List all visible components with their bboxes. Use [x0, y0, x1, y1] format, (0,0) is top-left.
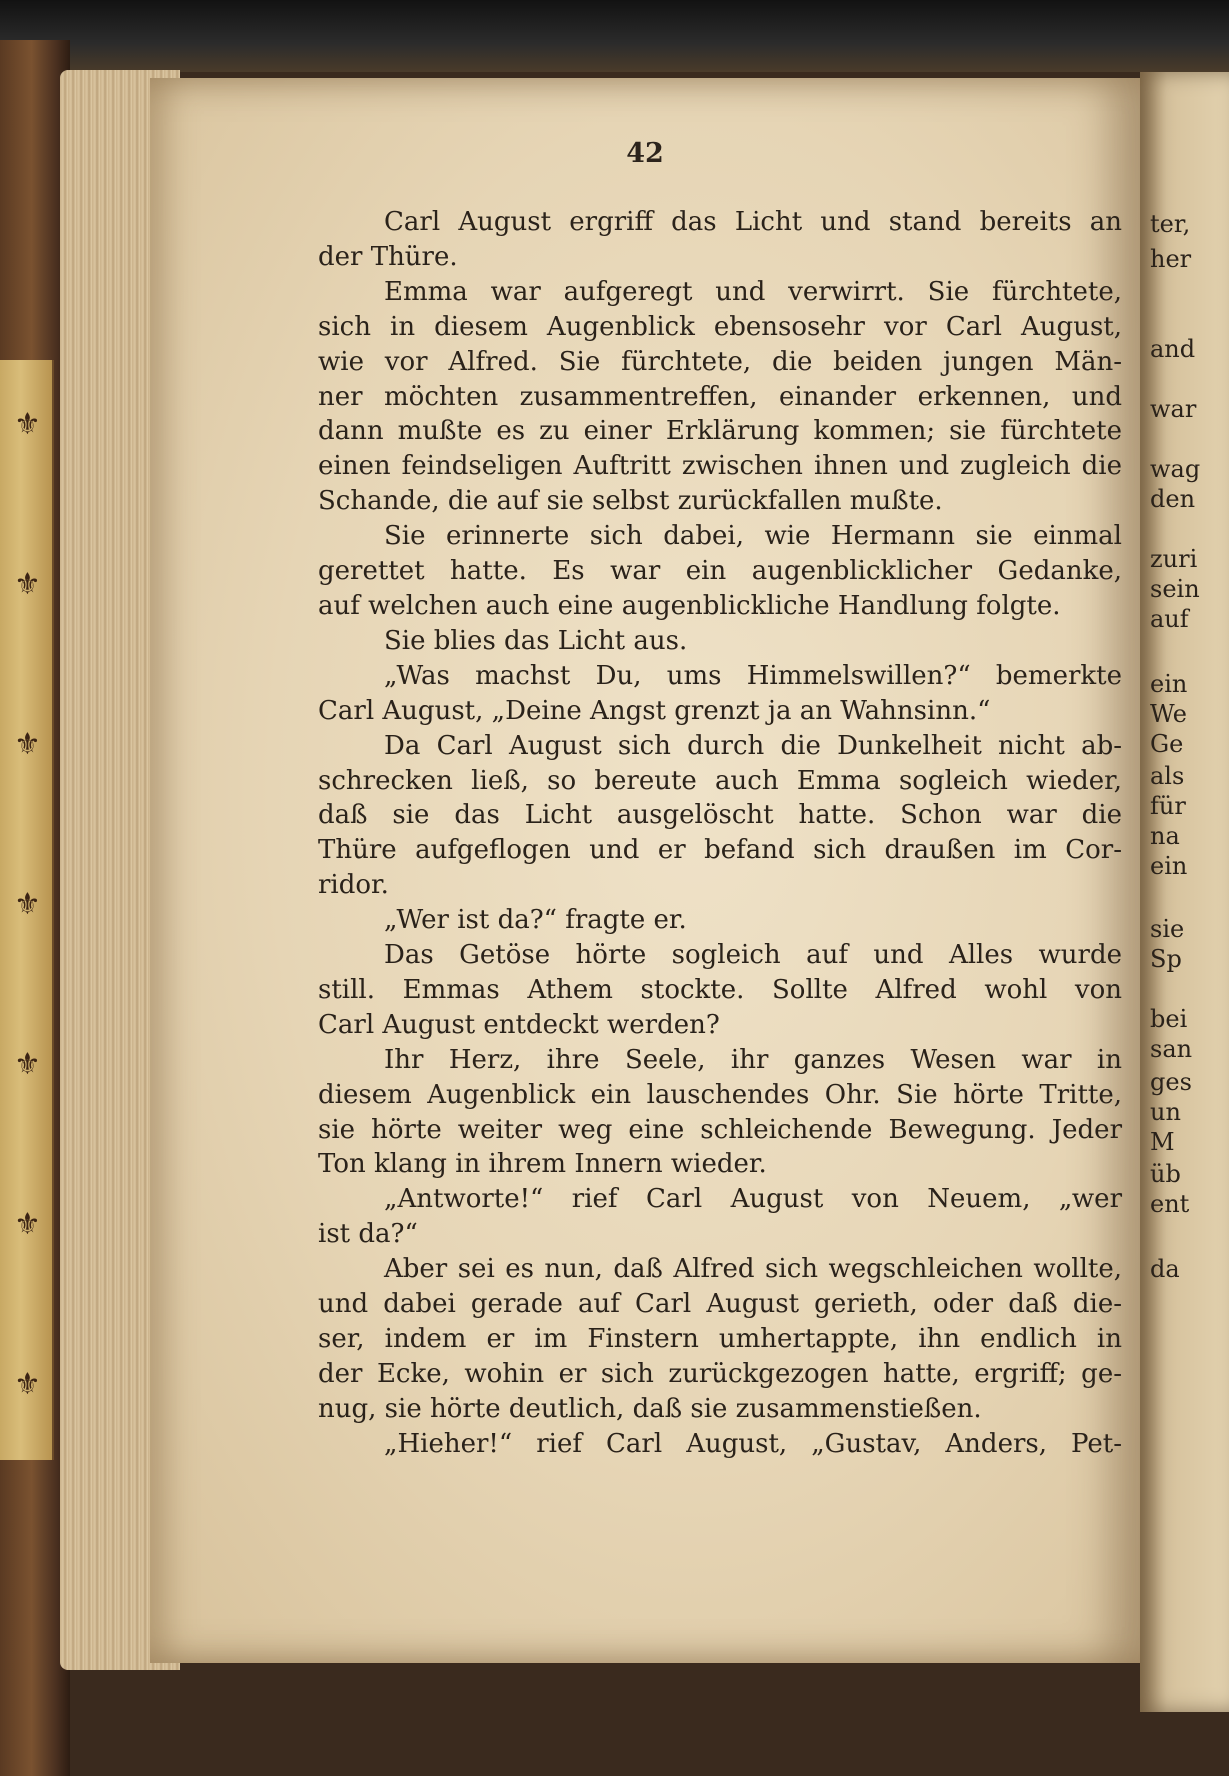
text-line: ner möchten zusammentreffen, einander erkennen, und — [318, 381, 1122, 412]
text-line: daß sie das Licht ausgelöscht hatte. Schon war die — [318, 800, 1122, 831]
text-line: dann mußte es zu einer Erklärung kommen; sie fürchtete — [318, 416, 1122, 447]
facing-page-fragment: sein — [1150, 575, 1200, 603]
text-line: schrecken ließ, so bereute auch Emma sogleich wieder, — [318, 765, 1122, 796]
text-line: nug, sie hörte deutlich, daß sie zusammenstießen. — [318, 1393, 982, 1424]
facing-page-fragment: san — [1150, 1035, 1193, 1063]
spine-decoration — [0, 360, 54, 1460]
text-line: Da Carl August sich durch die Dunkelheit nicht ab- — [384, 730, 1122, 761]
text-line: sich in diesem Augenblick ebensosehr vor Carl August, — [318, 311, 1122, 342]
facing-page-fragment: zuri — [1150, 545, 1198, 573]
text-line: Schande, die auf sie selbst zurückfallen mußte. — [318, 486, 943, 517]
text-line: Ihr Herz, ihre Seele, ihr ganzes Wesen war in — [384, 1044, 1122, 1075]
text-line: Sie blies das Licht aus. — [384, 625, 688, 656]
text-line: Ton klang in ihrem Innern wieder. — [318, 1149, 767, 1180]
facing-page-fragment: Ge — [1150, 730, 1184, 758]
page-number: 42 — [626, 138, 664, 169]
text-line: einen feindseligen Auftritt zwischen ihnen und zugleich die — [318, 451, 1122, 482]
text-line: „Wer ist da?“ fragte er. — [384, 905, 687, 936]
book-cover-top — [0, 0, 1229, 72]
ornament-icon: ⚜ — [14, 1367, 41, 1402]
text-line: „Hieher!“ rief Carl August, „Gustav, Anders, Pet- — [384, 1428, 1122, 1459]
facing-page-fragment: war — [1150, 395, 1197, 423]
text-line: diesem Augenblick ein lauschendes Ohr. Sie hörte Tritte, — [318, 1079, 1122, 1110]
facing-page-fragment: wag — [1150, 455, 1201, 483]
text-line: ser, indem er im Finstern umhertappte, ihn endlich in — [318, 1324, 1122, 1354]
facing-page-fragment: da — [1150, 1255, 1180, 1283]
text-line: und dabei gerade auf Carl August gerieth, oder daß die- — [318, 1289, 1122, 1320]
text-line: still. Emmas Athem stockte. Sollte Alfred wohl von — [318, 974, 1122, 1005]
facing-page-fragment: sie — [1150, 915, 1185, 943]
text-line: „Antworte!“ rief Carl August von Neuem, „wer — [384, 1184, 1122, 1215]
facing-page-fragment: We — [1150, 700, 1187, 728]
ornament-icon: ⚜ — [14, 1207, 41, 1242]
text-line: Das Getöse hörte sogleich auf und Alles wurde — [384, 940, 1122, 971]
facing-page-fragment: den — [1150, 485, 1196, 513]
text-line: auf welchen auch eine augenblickliche Handlung folgte. — [318, 590, 1061, 621]
facing-page-fragment: un — [1150, 1098, 1181, 1126]
text-line: der Thüre. — [318, 241, 458, 272]
facing-page-fragment: für — [1150, 792, 1186, 820]
facing-page-fragment: als — [1150, 762, 1185, 790]
facing-page-fragment: auf — [1150, 605, 1189, 633]
text-line: „Was machst Du, ums Himmelswillen?“ bemerkte — [384, 660, 1122, 691]
text-line: ist da?“ — [318, 1219, 418, 1250]
facing-page-fragment: üb — [1150, 1160, 1181, 1188]
text-line: ridor. — [318, 870, 389, 901]
facing-page-fragment: na — [1150, 822, 1180, 850]
facing-page-fragment: ein — [1150, 670, 1188, 698]
text-line: wie vor Alfred. Sie fürchtete, die beiden jungen Män- — [318, 346, 1122, 377]
facing-page-fragment: bei — [1150, 1005, 1188, 1033]
ornament-icon: ⚜ — [14, 1047, 41, 1082]
facing-page-fragment: and — [1150, 335, 1196, 363]
ornament-icon: ⚜ — [14, 567, 41, 602]
ornament-icon: ⚜ — [14, 727, 41, 762]
text-line: Aber sei es nun, daß Alfred sich wegschleichen wollte, — [384, 1254, 1122, 1285]
text-line: sie hörte weiter weg eine schleichende Bewegung. Jeder — [318, 1114, 1122, 1145]
facing-page-fragment: M — [1150, 1128, 1175, 1156]
text-line: Carl August entdeckt werden? — [318, 1009, 720, 1040]
text-line: Emma war aufgeregt und verwirrt. Sie fürchtete, — [384, 276, 1122, 307]
page-body-text — [318, 205, 1122, 1462]
text-line: Carl August ergriff das Licht und stand bereits an — [384, 207, 1122, 237]
text-line: Carl August, „Deine Angst grenzt ja an Wahnsinn.“ — [318, 695, 991, 726]
facing-page-fragment: ter, — [1150, 210, 1191, 238]
facing-page-fragment: ein — [1150, 852, 1188, 880]
facing-page-fragment: ges — [1150, 1068, 1192, 1096]
text-line: Thüre aufgeflogen und er befand sich draußen im Cor- — [318, 835, 1122, 866]
facing-page-edge — [1140, 72, 1229, 1712]
facing-page-fragment: her — [1150, 245, 1192, 273]
text-line: der Ecke, wohin er sich zurückgezogen hatte, ergriff; ge- — [318, 1358, 1122, 1389]
facing-page-fragment: Sp — [1150, 945, 1182, 973]
facing-page-fragment: ent — [1150, 1190, 1190, 1218]
ornament-icon: ⚜ — [14, 887, 41, 922]
ornament-icon: ⚜ — [14, 407, 41, 442]
text-line: gerettet hatte. Es war ein augenblicklicher Gedanke, — [318, 556, 1122, 587]
text-line: Sie erinnerte sich dabei, wie Hermann sie einmal — [384, 521, 1122, 552]
